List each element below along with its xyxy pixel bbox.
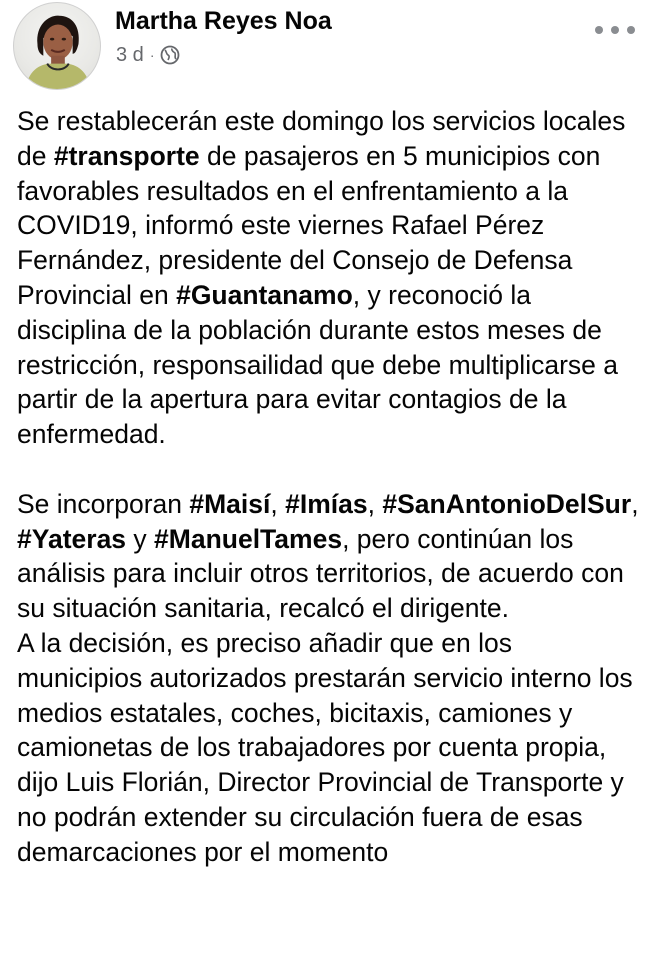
post-body <box>17 104 641 870</box>
paragraph-text: Se restablecerán este domingo los servicios locales de <box>17 106 626 171</box>
author-name[interactable]: Martha Reyes Noa <box>115 7 332 35</box>
paragraph-text: y <box>126 523 155 554</box>
paragraph-spacer <box>17 452 641 487</box>
meta-separator: · <box>149 47 155 63</box>
post-paragraph-1 <box>17 104 641 452</box>
paragraph-text: , <box>631 488 639 519</box>
paragraph-text: , <box>270 488 286 519</box>
author-avatar[interactable] <box>13 2 101 90</box>
post-meta <box>116 42 180 68</box>
more-options-icon-dot <box>611 26 619 34</box>
paragraph-text: , <box>367 488 383 519</box>
more-options-icon-dot <box>627 26 635 34</box>
hashtag-link[interactable]: #SanAntonioDelSur <box>382 488 632 519</box>
more-options-icon <box>595 26 603 34</box>
paragraph-text: de pasajeros en 5 municipios con favorables resultados en el enfrentamiento a la COVID19, informó este viernes Rafael Pérez Fernández, presidente del Consejo de Defensa Provincial en <box>17 140 601 310</box>
paragraph-text: Se incorporan <box>17 488 190 519</box>
hashtag-link[interactable]: #transporte <box>53 140 200 171</box>
globe-icon[interactable] <box>160 45 180 65</box>
avatar-portrait <box>14 3 100 89</box>
more-options-button[interactable] <box>595 18 635 42</box>
hashtag-link[interactable]: #Guantanamo <box>176 279 353 310</box>
post-paragraph-3: A la decisión, es preciso añadir que en los municipios autorizados prestarán servicio interno los medios estatales, coches, bicitaxis, camiones y camionetas de los trabajadores por cuenta propia, dijo Luis Florián, Director Provincial de Transporte y no podrán extender su circulación fuera de esas demarcaciones por el momento <box>17 627 633 867</box>
post-timestamp[interactable]: 3 d <box>116 43 144 66</box>
paragraph-text: , y reconoció la disciplina de la población durante estos meses de restricción, responsailidad que debe multiplicarse a partir de la apertura para evitar contagios de la enfermedad. <box>17 279 618 450</box>
hashtag-link[interactable]: #Maisí <box>189 488 271 519</box>
post-header <box>0 0 649 96</box>
hashtag-link[interactable]: #Imías <box>285 488 368 519</box>
post-paragraph-2 <box>17 487 641 626</box>
paragraph-text: , pero continúan los análisis para incluir otros territorios, de acuerdo con su situación sanitaria, recalcó el dirigente. <box>17 523 624 624</box>
hashtag-link[interactable]: #Yateras <box>17 523 127 554</box>
hashtag-link[interactable]: #ManuelTames <box>154 523 343 554</box>
